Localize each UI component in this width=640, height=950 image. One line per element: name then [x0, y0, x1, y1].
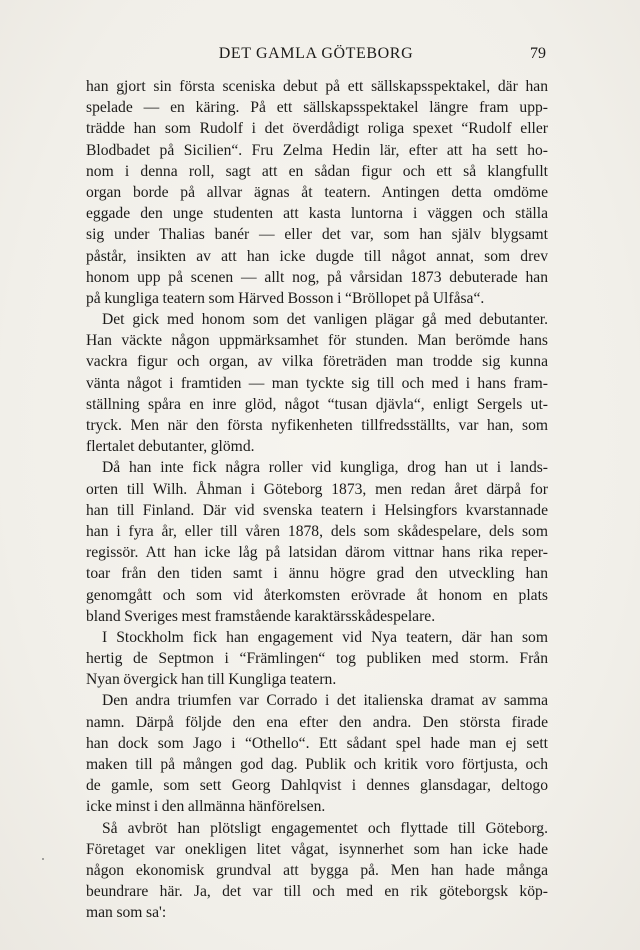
print-speck — [42, 858, 44, 860]
text-line: han gjort sin första sceniska debut på ett sällskapsspektakel, där han — [86, 78, 548, 95]
text-line: Blodbadet på Sicilien“. Fru Zelma Hedin lär, efter att ha sett ho- — [86, 141, 548, 159]
paragraph-first-line: Då han inte fick några roller vid kungliga, drog han ut i lands- — [102, 459, 548, 477]
text-line: sig under Thalias banér — eller det var, som han själv blygsamt — [86, 226, 548, 244]
text-line: genomgått och som vid återkomsten erövrade åt honom en plats — [86, 586, 548, 604]
text-line: vänta något i framtiden — man tyckte sig till och med i hans fram- — [86, 374, 548, 392]
text-line: på kungliga teatern som Härved Bosson i “Bröllopet på Ulfåsa“. — [86, 289, 485, 307]
text-line: spelade — en käring. På ett sällskapsspektakel längre fram upp- — [86, 99, 548, 117]
text-line: påstår, insikten av att han icke dugde till något annat, som drev — [86, 247, 548, 265]
text-line: de gamle, som sett Georg Dahlqvist i dennes glansdagar, deltogo — [86, 777, 548, 795]
text-line: nom i denna roll, sagt att en sådan figur och ett så klangfullt — [86, 162, 548, 180]
text-line: icke minst i den allmänna hänförelsen. — [86, 798, 326, 816]
text-line: han till Finland. Där vid svenska teatern i Helsingfors kvarstannade — [86, 501, 548, 519]
text-line: vackra figur och organ, av vilka företräden man trodde sig kunna — [86, 353, 548, 371]
body-text — [86, 76, 548, 924]
text-line: eggade den unge studenten att kasta luntorna i väggen och ställa — [86, 205, 548, 223]
text-line: han dock som Jago i “Othello“. Ett sådant spel hade man ej sett — [86, 734, 548, 752]
text-line: regissör. Att han icke låg på latsidan därom vittnar hans rika reper- — [86, 544, 548, 562]
text-line: beundrare här. Ja, det var till och med en rik göteborgsk köp- — [86, 883, 548, 901]
text-line: man som sa': — [86, 904, 167, 922]
text-line: flertalet debutanter, glömd. — [86, 438, 255, 456]
text-line: orten till Wilh. Åhman i Göteborg 1873, men redan året därpå for — [86, 480, 548, 498]
text-line: organ borde på allvar ägnas åt teatern. Antingen detta omdöme — [86, 183, 548, 201]
text-line: han i fyra år, eller till våren 1878, dels som skådespelare, dels som — [86, 522, 548, 540]
text-line: honom upp på scenen — allt nog, på vårsidan 1873 debuterade han — [86, 268, 548, 286]
text-line: bland Sveriges mest framstående karaktärsskådespelare. — [86, 607, 436, 625]
text-line: namn. Därpå följde den ena efter den andra. Den största firade — [86, 713, 548, 731]
running-head — [86, 43, 546, 65]
text-line: Nyan övergick han till Kungliga teatern. — [86, 671, 337, 689]
text-line: Företaget var onekligen litet vågat, isynnerhet som han icke hade — [86, 840, 548, 858]
text-line: någon ekonomisk grundval att bygga på. Men han hade många — [86, 861, 548, 879]
text-line: tryck. Men när den första nyfikenheten tillfredsställts, var han, som — [86, 417, 548, 434]
paragraph-first-line: Så avbröt han plötsligt engagementet och flyttade till Göteborg. — [102, 819, 548, 837]
page-number: 79 — [530, 45, 546, 62]
text-line: ställning spåra en inre glöd, något “tusan djävla“, enligt Sergels ut- — [86, 395, 548, 413]
text-line: maken till på mången god dag. Publik och kritik voro förtjusta, och — [86, 756, 548, 773]
paragraph-first-line: I Stockholm fick han engagement vid Nya teatern, där han som — [102, 628, 548, 646]
running-title: DET GAMLA GÖTEBORG — [218, 45, 414, 62]
text-line: Han väckte någon uppmärksamhet för stunden. Man berömde hans — [86, 332, 548, 350]
paragraph-first-line: Den andra triumfen var Corrado i det italienska dramat av samma — [102, 692, 548, 710]
text-line: trädde han som Rudolf i det överdådigt roliga spexet “Rudolf eller — [86, 120, 548, 138]
paragraph-first-line: Det gick med honom som det vanligen plägar gå med debutanter. — [102, 311, 548, 329]
text-line: hertig de Septmon i “Främlingen“ tog publiken med storm. Från — [86, 650, 548, 668]
text-line: toar från den tiden samt i ännu högre grad den utveckling han — [86, 565, 548, 583]
